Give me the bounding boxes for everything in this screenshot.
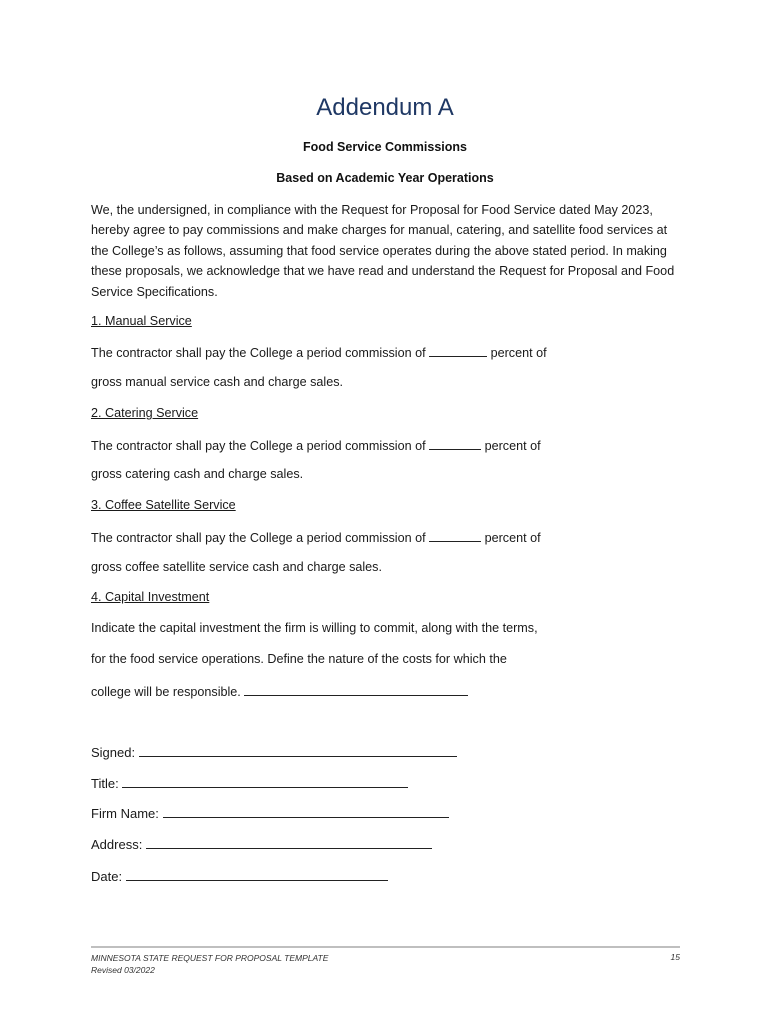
signed-row (91, 744, 457, 760)
signed-label: Signed: (91, 745, 136, 760)
firm-name-row (91, 805, 449, 821)
commission-text: The contractor shall pay the College a period commission of (91, 346, 426, 360)
manual-percent-field[interactable] (429, 344, 487, 357)
signed-field[interactable] (139, 744, 457, 757)
date-field[interactable] (126, 868, 388, 881)
subtitle-commissions: Food Service Commissions (303, 140, 467, 154)
capital-line-1: Indicate the capital investment the firm is willing to commit, along with the terms, (91, 621, 538, 635)
title-row (91, 775, 408, 791)
capital-responsibility-field[interactable] (244, 683, 468, 696)
section-sales-catering: gross catering cash and charge sales. (91, 467, 304, 481)
coffee-percent-field[interactable] (429, 529, 481, 542)
footer-divider (91, 946, 680, 948)
section-heading-coffee: 3. Coffee Satellite Service (91, 498, 236, 512)
footer-template-name: MINNESOTA STATE REQUEST FOR PROPOSAL TEMPLATE (91, 953, 329, 963)
firm-name-label: Firm Name: (91, 806, 159, 821)
capital-responsibility-text: college will be responsible. (91, 685, 241, 699)
date-row (91, 868, 388, 884)
address-label: Address: (91, 837, 143, 852)
percent-text: percent of (490, 346, 547, 360)
footer-left (91, 952, 328, 976)
section-heading-catering: 2. Catering Service (91, 406, 199, 420)
section-sales-coffee: gross coffee satellite service cash and charge sales. (91, 560, 382, 574)
address-row (91, 836, 432, 852)
section-sales-manual: gross manual service cash and charge sales. (91, 375, 344, 389)
address-field[interactable] (146, 836, 432, 849)
title-field[interactable] (122, 775, 408, 788)
capital-line-3 (91, 683, 468, 699)
percent-text: percent of (484, 439, 541, 453)
section-line-manual (91, 344, 547, 360)
percent-text: percent of (484, 531, 541, 545)
title-label: Title: (91, 776, 119, 791)
page-number: 15 (670, 952, 680, 962)
catering-percent-field[interactable] (429, 437, 481, 450)
footer-revised: Revised 03/2022 (91, 965, 155, 975)
section-heading-capital: 4. Capital Investment (91, 590, 210, 604)
date-label: Date: (91, 869, 123, 884)
capital-line-2: for the food service operations. Define the nature of the costs for which the (91, 652, 507, 666)
commission-text: The contractor shall pay the College a period commission of (91, 531, 426, 545)
commission-text: The contractor shall pay the College a period commission of (91, 439, 426, 453)
section-line-coffee (91, 529, 541, 545)
subtitle-operations: Based on Academic Year Operations (276, 171, 494, 185)
intro-paragraph: We, the undersigned, in compliance with the Request for Proposal for Food Service dated May 2023, hereby agree to pay commissions and make charges for manual, catering, and satellite food services at the College’s as follows, assuming that food service operates during the above stated period. In making these proposals, we acknowledge that we have read and understand the Request for Proposal and Food Service Specifications. (91, 203, 675, 299)
section-heading-manual: 1. Manual Service (91, 314, 192, 328)
section-line-catering (91, 437, 541, 453)
page-title: Addendum A (316, 94, 454, 121)
firm-name-field[interactable] (163, 805, 449, 818)
